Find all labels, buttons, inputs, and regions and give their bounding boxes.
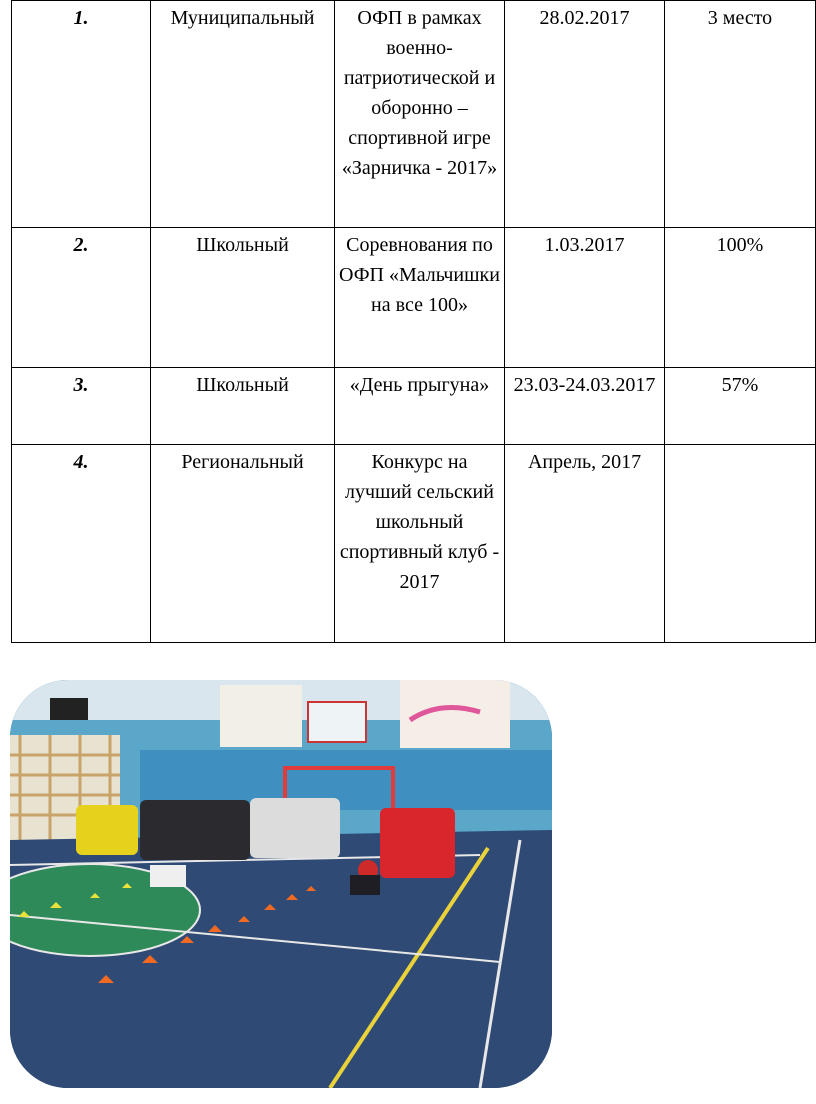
events-table xyxy=(11,0,816,643)
event-title: ОФП в рамках военно-патриотической и оборонно – спортивной игре «Зарничка - 2017» xyxy=(335,1,505,228)
event-date: 28.02.2017 xyxy=(505,1,665,228)
row-number: 2. xyxy=(12,228,151,368)
event-date: 23.03-24.03.2017 xyxy=(505,368,665,445)
basketball-backboard xyxy=(308,702,366,742)
row-number: 3. xyxy=(12,368,151,445)
table-row xyxy=(12,1,816,228)
row-number: 1. xyxy=(12,1,151,228)
sports-poster xyxy=(220,685,302,747)
event-date: Апрель, 2017 xyxy=(505,445,665,643)
event-level: Муниципальный xyxy=(151,1,335,228)
gym-scene xyxy=(10,680,552,1088)
event-date: 1.03.2017 xyxy=(505,228,665,368)
event-result: 100% xyxy=(665,228,816,368)
event-result xyxy=(665,445,816,643)
event-title: Соревнования по ОФП «Мальчишки на все 100» xyxy=(335,228,505,368)
gym-photo xyxy=(10,680,552,1088)
event-result: 3 место xyxy=(665,1,816,228)
event-level: Школьный xyxy=(151,228,335,368)
row-number: 4. xyxy=(12,445,151,643)
event-title: Конкурс на лучший сельский школьный спортивный клуб - 2017 xyxy=(335,445,505,643)
table-row xyxy=(12,228,816,368)
event-result: 57% xyxy=(665,368,816,445)
event-level: Школьный xyxy=(151,368,335,445)
scoreboard xyxy=(50,698,88,720)
event-level: Региональный xyxy=(151,445,335,643)
event-title: «День прыгуна» xyxy=(335,368,505,445)
table-row xyxy=(12,368,816,445)
table-row xyxy=(12,445,816,643)
